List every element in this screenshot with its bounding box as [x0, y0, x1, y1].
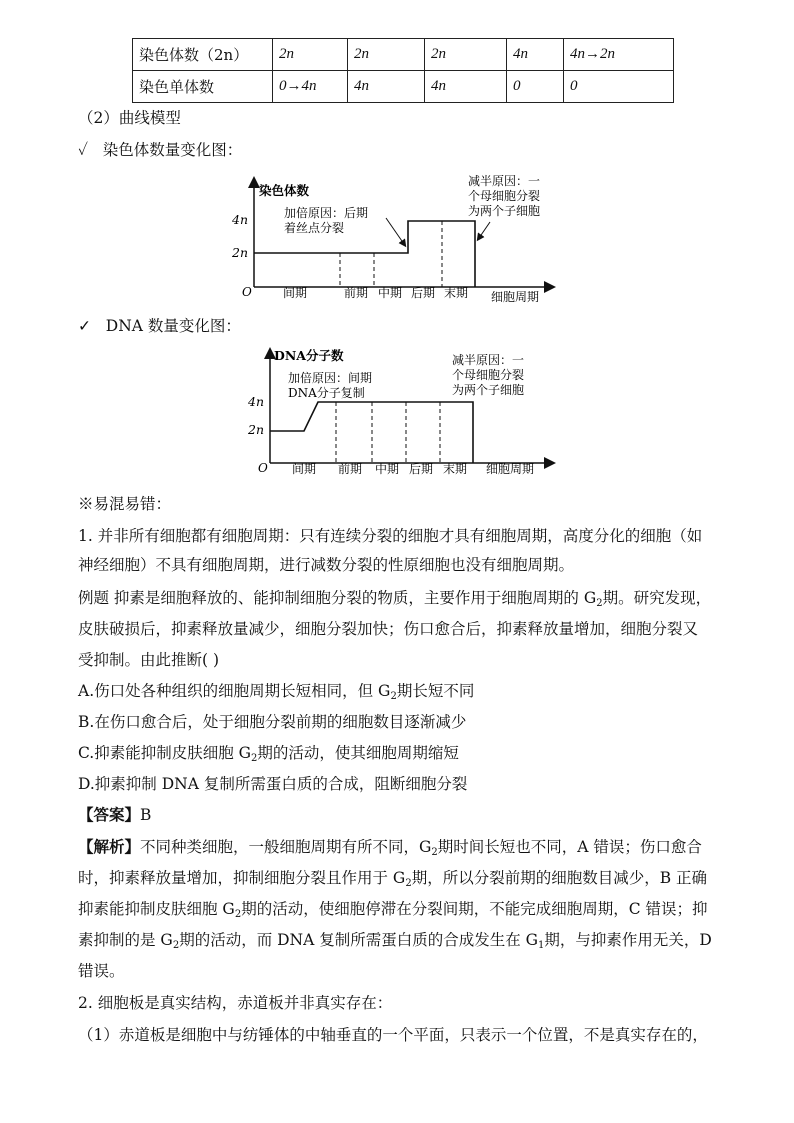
annotation-text: 减半原因：一: [468, 174, 541, 188]
annotation-text: 个母细胞分裂: [452, 368, 525, 382]
subscript: 1: [538, 940, 545, 951]
subscript: 2: [390, 691, 397, 702]
table-cell: 2n: [348, 39, 425, 71]
text-span: C.抑素能抑制皮肤细胞 G: [78, 744, 252, 762]
checklist-item: [78, 316, 241, 336]
phase-label: 间期: [292, 462, 317, 476]
answer-line: [78, 805, 151, 825]
table-cell: 4n→2n: [564, 39, 674, 71]
phase-label: 中期: [375, 462, 400, 476]
y-tick-label: 2n: [248, 422, 265, 437]
text-span: 期的活动，使其细胞周期缩短: [257, 744, 459, 762]
phase-label: 末期: [443, 462, 468, 476]
table-row: [133, 39, 674, 71]
table-cell: 4n: [507, 39, 564, 71]
text-span: 时，抑素释放量增加，抑制细胞分裂且作用于 G: [78, 869, 406, 887]
origin-label: O: [242, 285, 252, 299]
y-tick-label: 4n: [232, 212, 249, 227]
table-row: [133, 71, 674, 103]
y-tick-label: 2n: [232, 245, 249, 260]
paragraph-line: 2. 细胞板是真实结构，赤道板并非真实存在：: [78, 994, 393, 1012]
text-span: 期。研究发现，: [602, 589, 712, 607]
text-span: 素抑制的是 G: [78, 931, 173, 949]
analysis-line: [78, 930, 712, 956]
subscript: 2: [431, 847, 438, 858]
annotation-text: 个母细胞分裂: [468, 189, 541, 203]
checklist-item: [78, 140, 242, 160]
phase-label: 前期: [344, 286, 369, 300]
analysis-line: [78, 868, 707, 894]
subscript: 2: [234, 909, 242, 920]
table-cell: 0→4n: [273, 71, 348, 103]
phase-label: 间期: [283, 286, 308, 300]
annotation-text: 为两个子细胞: [468, 204, 541, 218]
text-span: 期，与抑素作用无关，D: [544, 931, 712, 949]
text-span: 期时间长短也不同，A 错误；伤口愈合: [437, 838, 702, 856]
table-cell: 4n: [348, 71, 425, 103]
table-cell: 染色单体数: [133, 71, 273, 103]
chromosome-count-chart: [228, 170, 568, 310]
subscript: 2: [251, 753, 258, 764]
checklist-label: 染色体数量变化图：: [102, 141, 243, 159]
annotation-arrow: [479, 222, 490, 238]
text-span: 期，所以分裂前期的细胞数目减少，B 正确: [411, 869, 708, 887]
annotation-text: DNA分子复制: [288, 386, 365, 400]
y-axis-label: 染色体数: [259, 183, 310, 198]
check-icon: ✓: [78, 141, 88, 159]
table-cell: 0: [564, 71, 674, 103]
phase-label: 后期: [411, 286, 436, 300]
answer-tag: 【答案】: [78, 805, 141, 824]
option-c: [78, 743, 459, 769]
option-a: [78, 681, 474, 707]
text-span: 抑素能抑制皮肤细胞 G: [78, 900, 235, 918]
text-span: 例题 抑素是细胞释放的、能抑制细胞分裂的物质，主要作用于细胞周期的 G: [78, 589, 597, 607]
origin-label: O: [258, 461, 268, 475]
x-axis-label: 细胞周期: [491, 290, 540, 304]
option-b: B.在伤口愈合后，处于细胞分裂前期的细胞数目逐渐减少: [78, 713, 467, 731]
table-cell: 4n: [425, 71, 507, 103]
annotation-text: 着丝点分裂: [284, 221, 345, 235]
phase-label: 前期: [338, 462, 363, 476]
answer-value: B: [140, 806, 152, 824]
table-cell: 0: [507, 71, 564, 103]
check-icon: ✓: [78, 317, 91, 335]
analysis-line: [78, 899, 707, 925]
analysis-line: [78, 837, 702, 863]
paragraph-line: 神经细胞）不具有细胞周期，进行减数分裂的性原细胞也没有细胞周期。: [78, 556, 575, 574]
text-span: 不同种类细胞，一般细胞周期有所不同，G: [140, 838, 432, 856]
paragraph-line: 1. 并非所有细胞都有细胞周期：只有连续分裂的细胞才具有细胞周期，高度分化的细胞（如: [78, 527, 703, 545]
dna-count-chart: [232, 345, 562, 485]
option-d: D.抑素抑制 DNA 复制所需蛋白质的合成，阻断细胞分裂: [78, 775, 468, 793]
question-line: [78, 588, 711, 614]
subscript: 2: [172, 940, 180, 951]
annotation-text: 减半原因：一: [452, 353, 525, 367]
text-span: 期长短不同: [396, 682, 475, 700]
question-line: 皮肤破损后，抑素释放量减少，细胞分裂加快；伤口愈合后，抑素释放量增加，细胞分裂又: [78, 620, 699, 638]
paragraph-line: （1）赤道板是细胞中与纺锤体的中轴垂直的一个平面，只表示一个位置，不是真实存在的，: [78, 1026, 708, 1044]
annotation-arrow: [386, 218, 404, 244]
analysis-tag: 【解析】: [78, 837, 141, 856]
subscript: 2: [596, 598, 603, 609]
y-axis-label: DNA分子数: [274, 348, 344, 363]
errors-title: ※易混易错：: [78, 495, 172, 513]
subscript: 2: [405, 878, 412, 889]
annotation-text: 为两个子细胞: [452, 383, 525, 397]
phase-label: 末期: [444, 286, 469, 300]
x-axis-label: 细胞周期: [486, 462, 535, 476]
checklist-label: DNA 数量变化图：: [105, 317, 241, 335]
phase-label: 后期: [409, 462, 434, 476]
text-span: A.伤口处各种组织的细胞周期长短相同，但 G: [78, 682, 391, 700]
section-heading: （2）曲线模型: [78, 109, 181, 127]
phase-label: 中期: [378, 286, 403, 300]
table-cell: 2n: [273, 39, 348, 71]
annotation-text: 加倍原因：间期: [288, 371, 373, 385]
table-cell: 2n: [425, 39, 507, 71]
annotation-text: 加倍原因：后期: [284, 206, 369, 220]
text-span: 期的活动，而 DNA 复制所需蛋白质的合成发生在 G: [179, 931, 539, 949]
chromosome-table: [132, 38, 674, 103]
question-line: 受抑制。由此推断( ): [78, 651, 220, 669]
text-span: 期的活动，使细胞停滞在分裂间期，不能完成细胞周期，C 错误；抑: [241, 900, 708, 918]
y-tick-label: 4n: [248, 394, 265, 409]
table-cell: 染色体数（2n）: [133, 39, 273, 71]
analysis-line: 错误。: [78, 962, 125, 980]
